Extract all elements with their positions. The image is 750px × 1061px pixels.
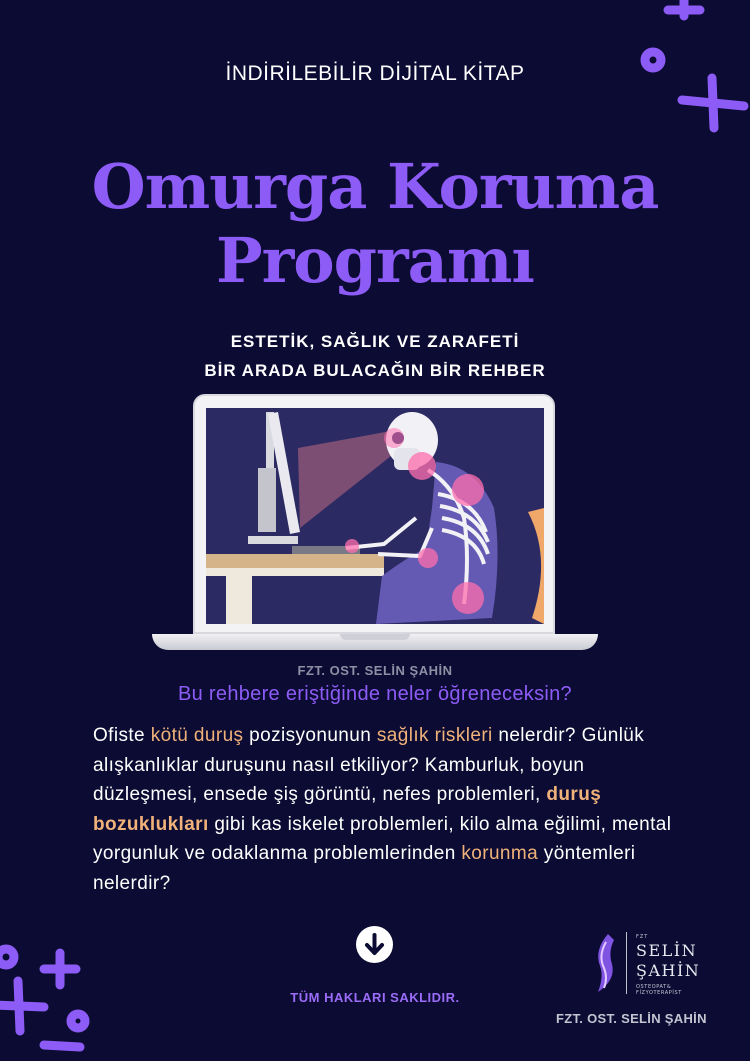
highlight-protection: korunma: [461, 843, 539, 864]
logo-tagline: OSTEOPAT& FİZYOTERAPİST: [636, 984, 682, 996]
text-part: nelerdir? Günlük alışkanlıklar duruşunu nasıl etkiliyor? Kamburluk, boyun düzleşmesi, ensede şiş görüntü, nefes problemleri,: [93, 725, 645, 805]
subtitle-line-1: ESTETİK, SAĞLIK VE ZARAFETİ: [230, 332, 520, 351]
title-line-1: Omurga Koruma: [91, 150, 659, 223]
logo-name-last: ŞAHİN: [636, 961, 701, 980]
text-part: yöntemleri nelerdir?: [93, 843, 636, 894]
highlight-health-risks: sağlık riskleri: [376, 725, 493, 746]
text-part: Ofiste: [93, 725, 151, 746]
subtitle-line-2: BİR ARADA BULACAĞIN BİR REHBER: [204, 361, 546, 380]
text-part: gibi kas iskelet problemleri, kilo alma eğilimi, mental yorgunluk ve odaklanma problemlerinden: [93, 813, 672, 864]
flame-logo-icon: [590, 932, 620, 994]
title-line-2: Programı: [216, 224, 534, 297]
copyright-notice: TÜM HAKLARI SAKLIDIR.: [290, 990, 460, 1005]
page-title: [0, 150, 750, 298]
highlight-bad-posture: kötü duruş: [150, 725, 244, 746]
highlight-posture-disorders: duruş bozuklukları: [93, 784, 602, 835]
skeleton-at-desk-image: [206, 408, 544, 624]
posture-illustration: [206, 408, 544, 624]
logo-prefix: FZT: [636, 934, 649, 940]
text-part: pozisyonunun: [243, 725, 377, 746]
author-signature: FZT. OST. SELİN ŞAHİN: [556, 1011, 707, 1026]
kicker-label: İNDİRİLEBİLİR DİJİTAL KİTAP: [225, 62, 525, 85]
logo-name-first: SELİN: [636, 941, 698, 960]
subtitle: [0, 327, 750, 385]
author-caption: FZT. OST. SELİN ŞAHİN: [297, 663, 453, 678]
download-button[interactable]: [356, 926, 393, 963]
section-question: Bu rehbere eriştiğinde neler öğreneceksin?: [178, 683, 572, 705]
arrow-down-icon: [356, 926, 393, 963]
description-paragraph: [93, 721, 683, 898]
laptop-notch: [340, 634, 410, 640]
logo-divider: [626, 932, 627, 994]
